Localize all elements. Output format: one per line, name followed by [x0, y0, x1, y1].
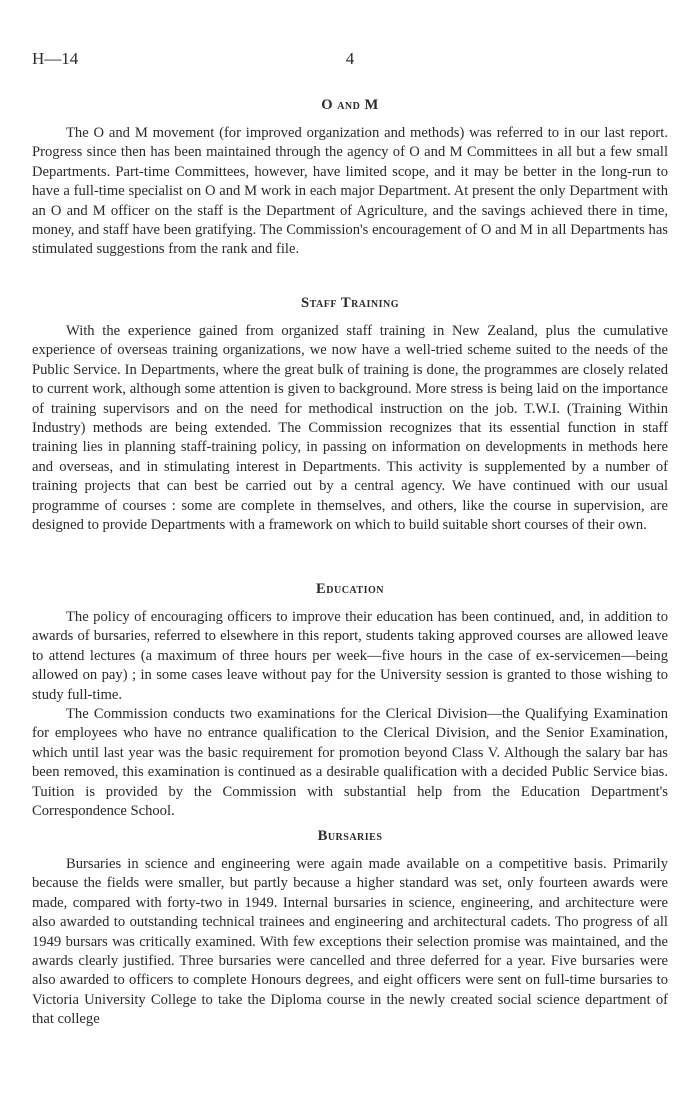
paragraph: The Commission conducts two examinations for the Clerical Division—the Qualifying Examination for employees who have no entrance qualification to the Clerical Division, and the Senior Examination, which until last year was the basic requirement for promotion beyond Class V. Although the salary bar has been removed, this examination is continued as a desirable qualification with a decided Public Service bias. Tuition is provided by the Commission with substantial help from the Education Department's Correspondence School.: [32, 706, 668, 820]
section-heading: O and M: [321, 97, 379, 113]
paragraph: With the experience gained from organized staff training in New Zealand, plus the cumulative experience of overseas training organizations, we now have a well-tried scheme suited to the needs of the Public Service. In Departments, where the great bulk of training is done, the programmes are closely related to current work, although some attention is given to background. More stress is being laid on the importance of training supervisors and on the need for methodical instruction on the job. T.W.I. (Training Within Industry) methods are being extended. The Commission recognizes that its essential function in staff training lies in planning staff-training policy, in passing on information on developments in methods here and overseas, and in stimulating interest in Departments. This activity is supplemented by a number of training projects that can best be carried out by a central agency. We have continued with our usual programme of courses : some are complete in themselves, and others, like the course in supervision, are designed to provide Departments with a framework on which to build suitable short courses of their own.: [32, 323, 668, 534]
section-education: [32, 580, 668, 821]
section-heading: Education: [316, 581, 384, 597]
section-heading: Staff Training: [300, 295, 400, 311]
page-number: 4: [345, 49, 355, 68]
section-o-and-m: [32, 96, 668, 260]
section-bursaries: [32, 827, 668, 1030]
paragraph: The O and M movement (for improved organization and methods) was referred to in our last report. Progress since then has been maintained through the agency of O and M Committees in all but a few small Departments. Part-time Committees, however, have limited scope, and it may be better in the long-run to have a full-time specialist on O and M work in each major Department. At present the only Department with an O and M officer on the staff is the Department of Agriculture, and the savings achieved there in time, money, and staff have been gratifying. The Commission's encouragement of O and M in all Departments has stimulated suggestions from the rank and file.: [32, 125, 668, 258]
page-header: [32, 49, 668, 71]
section-staff-training: [32, 294, 668, 535]
document-id: H—14: [32, 49, 79, 68]
paragraph: The policy of encouraging officers to improve their education has been continued, and, in addition to awards of bursaries, referred to elsewhere in this report, students taking approved courses are allowed leave to attend lectures (a maximum of three hours per week—five hours in the case of ex-servicemen—being allowed on pay) ; in some cases leave without pay for the University session is granted to those wishing to study full-time.: [32, 609, 668, 703]
paragraph: Bursaries in science and engineering were again made available on a competitive basis. Primarily because the fields were smaller, but partly because a higher standard was set, only fourteen awards were made, compared with forty-two in 1949. Internal bursaries in science, engineering, and architecture were also awarded to outstanding technical trainees and engineering and architectural cadets. Tho progress of all 1949 bursars was critically examined. With few exceptions their selection promise was maintained, and the awards clearly justified. Three bursaries were cancelled and three deferred for a year. Five bursaries were also awarded to officers to complete Honours degrees, and eight officers were sent on full-time bursaries to Victoria University College to take the Diploma course in the newly created social science department of that college: [32, 856, 668, 1028]
section-heading: Bursaries: [317, 828, 383, 844]
